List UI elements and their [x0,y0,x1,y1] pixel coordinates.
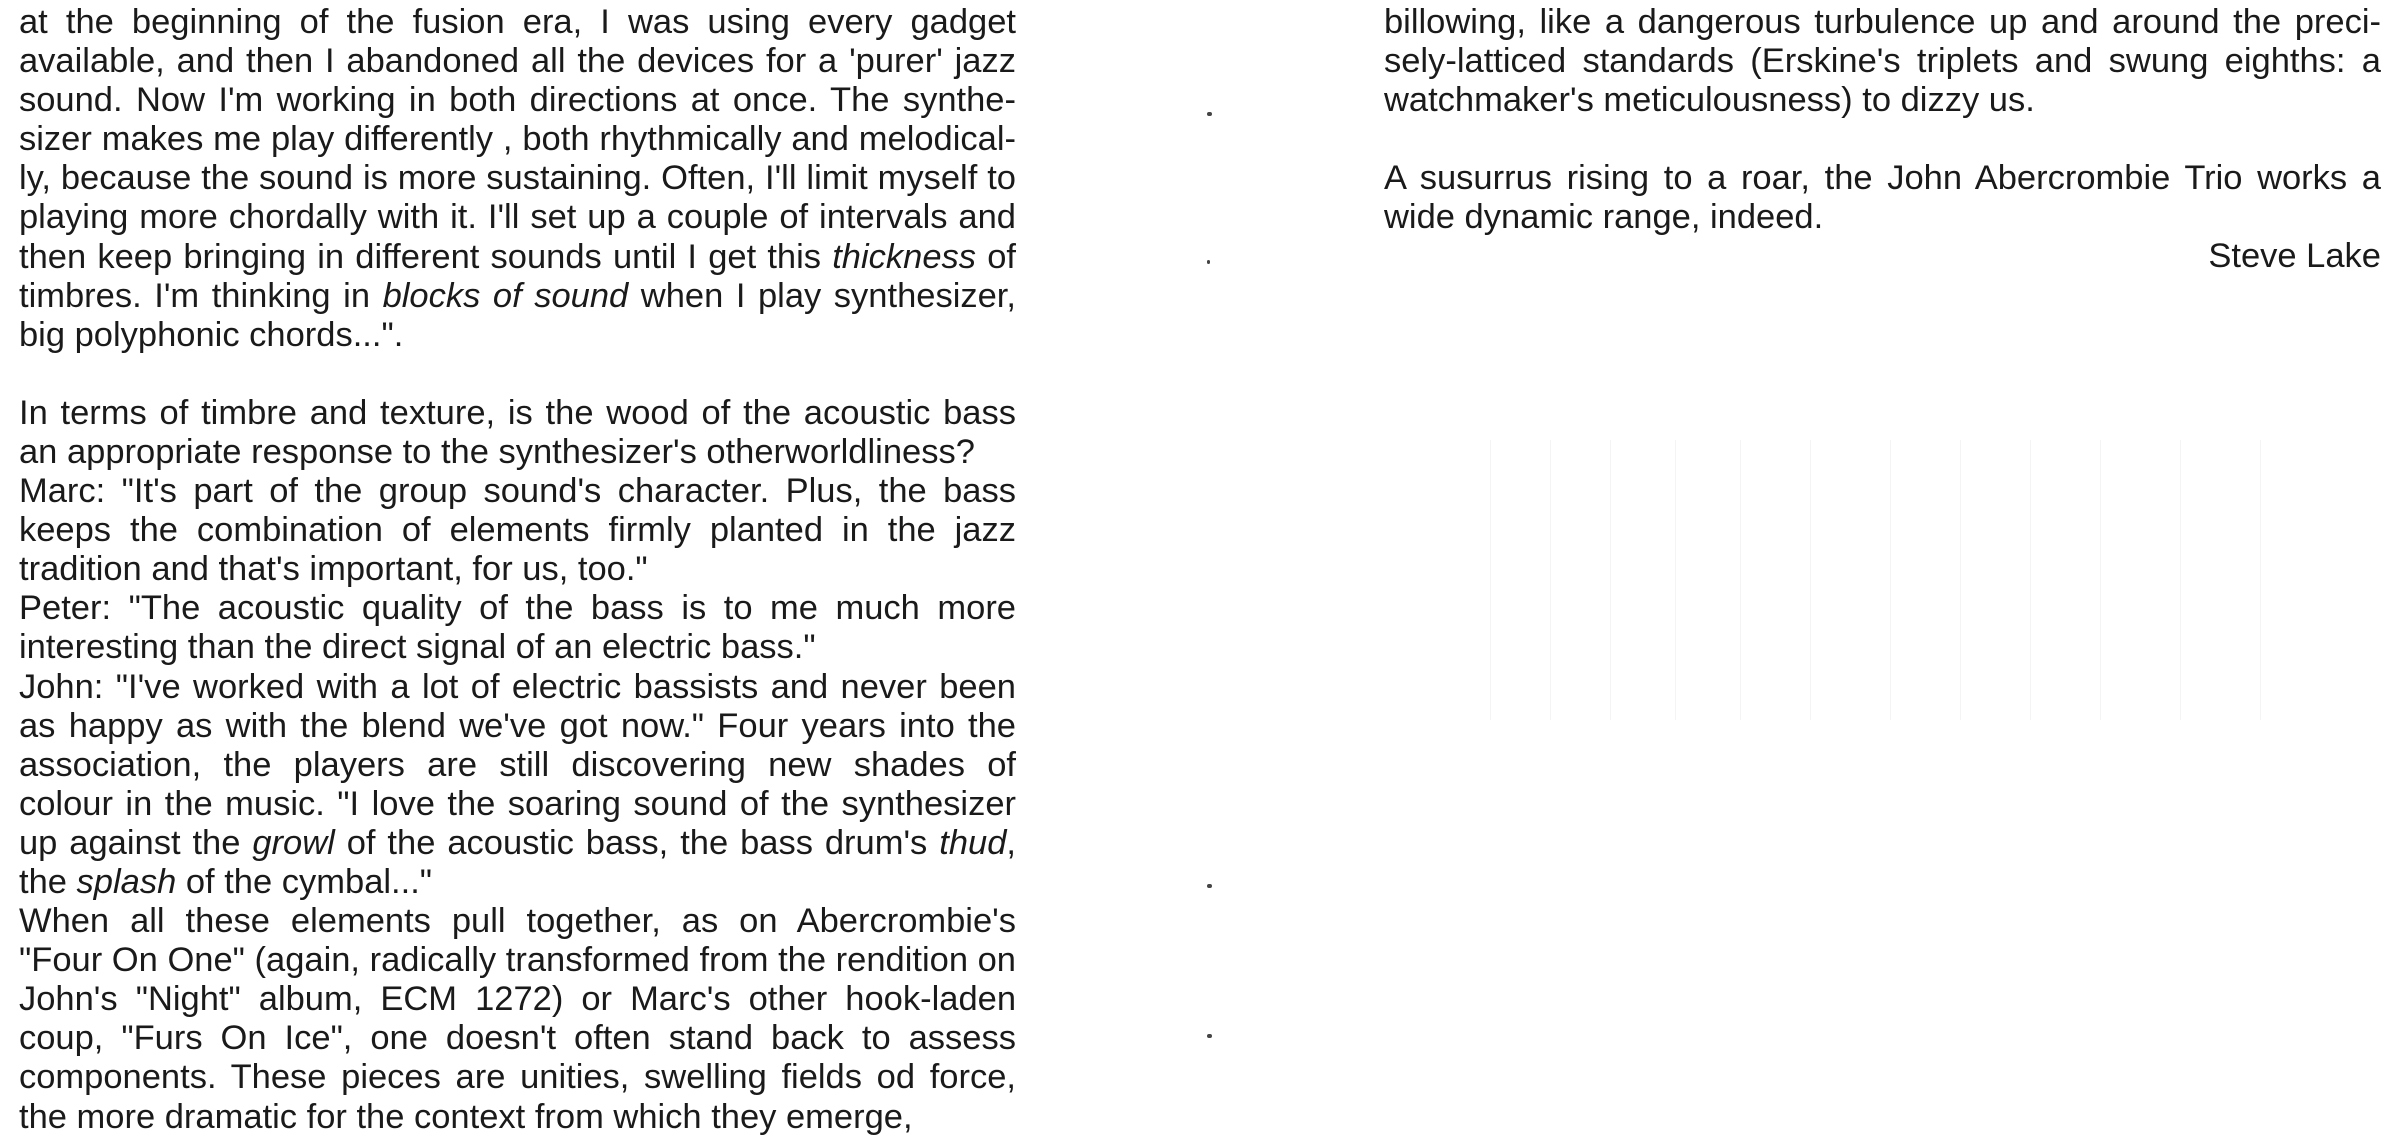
paragraph-gap [1384,120,2381,159]
paragraph-gap [19,355,1016,394]
paragraph-john-quote [19,668,1016,903]
scan-speck [1207,1034,1212,1038]
scan-speck [1207,260,1210,264]
scan-show-through [1490,440,2290,720]
text-run: In terms of timbre and texture, is the wood of the acoustic bass an appropriate response to the synthesizer's otherworldliness? [19,393,1016,471]
text-run: A susurrus rising to a roar, the John Abercrombie Trio works a wide dynamic range, indeed. [1384,159,2381,237]
paragraph-peter-quote [19,589,1016,667]
italic-text-run: thickness [832,237,977,276]
paragraph-elements-together [19,902,1016,1137]
paragraph-marc-quote [19,472,1016,589]
text-run: of timbres. I'm thinking in [19,237,1016,315]
text-run: at the beginning of the fusion era, I was using every gadget available, and then I abandoned all the devices for a 'purer' jazz sound. Now I'm working in both directions at once. The synthesizer makes me play differently , both rhythmically and melodically, because the sound is more sustaining. Often, I'll limit myself to playing more chordally with it. I'll set up a couple of intervals and then keep bringing in different sounds until I get this [19,3,1016,276]
italic-text-run: splash [76,862,177,901]
left-text-column [19,3,1016,1137]
text-run: of the acoustic bass, the bass drum's [334,823,940,862]
italic-text-run: thud [939,823,1007,862]
paragraph-billowing [1384,3,2381,120]
scan-speck [1207,884,1212,888]
author-signature: Steve Lake [2208,237,2381,276]
scan-speck [1207,112,1212,116]
text-run: when I play synthesizer, big polyphonic chords...". [19,276,1016,354]
italic-text-run: blocks of sound [382,276,629,315]
right-text-column [1384,3,2381,277]
italic-text-run: growl [252,823,335,862]
text-run: billowing, like a dangerous turbulence up and around the precisely-latticed standards (Erskine's triplets and swung eighths: a watchmaker's meticulousness) to dizzy us. [1384,3,2381,120]
text-run: John: "I've worked with a lot of electric bassists and never been as happy as with the blend we've got now." Four years into the association, the players are still discovering new shades of colour in the music. "I love the soaring sound of the synthesizer up against the [19,667,1016,862]
text-run: When all these elements pull together, as on Abercrombie's "Four On One" (again, radically transformed from the rendition on John's "Night" album, ECM 1272) or Marc's other hook-laden coup, "Furs On Ice", one doesn't often stand back to assess components. These pieces are unities, swelling fields od force, the more dramatic for the context from which they emerge, [19,902,1016,1136]
paragraph-susurrus [1384,159,2381,237]
text-run: Peter: "The acoustic quality of the bass is to me much more interesting than the direct signal of an electric bass." [19,589,1016,667]
paragraph-bass-question [19,394,1016,472]
text-run: , the [19,823,1016,901]
text-run: Marc: "It's part of the group sound's character. Plus, the bass keeps the combination of elements firmly planted in the jazz tradition and that's important, for us, too." [19,472,1016,589]
text-run: of the cymbal..." [176,862,433,901]
paragraph-synthesizer-quote [19,3,1016,355]
